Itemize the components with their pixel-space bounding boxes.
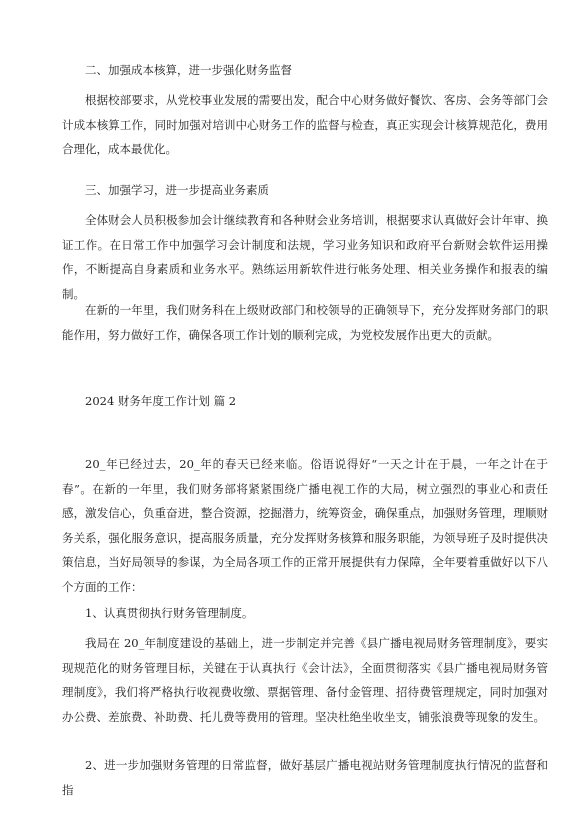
section-heading-3: 三、加强学习，进一步提高业务素质 [85, 183, 269, 197]
paragraph-supervision: 2、进一步加强财务管理的日常监督，做好基层广播电视站财务管理制度执行情况的监督和指 [62, 758, 548, 797]
paragraph-new-year: 在新的一年里，我们财务科在上级财政部门和校领导的正确领导下，充分发挥财务部门的职能作用，努力做好工作，确保各项工作计划的顺利完成，为党校发展作出更大的贡献。 [62, 303, 548, 342]
document-title-part-2: 2024 财务年度工作计划 篇 2 [85, 394, 237, 408]
paragraph-cost-accounting: 根据校部要求，从党校事业发展的需要出发，配合中心财务做好餐饮、客房、会务等部门会计成本核算工作，同时加强对培训中心财务工作的监督与检查，真正实现会计核算规范化，费用合理化，成本最优化。 [62, 93, 548, 156]
paragraph-study: 全体财会人员积极参加会计继续教育和各种财会业务培训，根据要求认真做好会计年审、换证工作。在日常工作中加强学习会计制度和法规，学习业务知识和政府平台新财会软件运用操作，不断提高自身素质和业务水平。熟练运用新软件进行帐务处理、相关业务操作和报表的编制。 [62, 213, 548, 301]
section-heading-2: 二、加强成本核算，进一步强化财务监督 [85, 63, 292, 77]
paragraph-intro-2024: 20_年已经过去，20_年的春天已经来临。俗语说得好“一天之计在于晨，一年之计在于春”。在新的一年里，我们财务部将紧紧围绕广播电视工作的大局，树立强烈的事业心和责任感，激发信心，负重奋进，整合资源，挖掘潜力，统筹资金，确保重点，加强财务管理，理顺财务关系，强化服务意识，提高服务质量，充分发挥财务核算和服务职能，为领导班子及时提供决策信息，当好局领导的参谋，为全局各项工作的正常开展提供有力保障，全年要着重做好以下八个方面的工作： [62, 457, 548, 594]
paragraph-financial-rules: 我局在 20_年制度建设的基础上，进一步制定并完善《县广播电视局财务管理制度》，要实现规范化的财务管理目标，关键在于认真执行《会计法》，全面贯彻落实《县广播电视局财务管理制度》，我们将严格执行收视费收缴、票据管理、备付金管理、招待费管理规定，同时加强对办公费、差旅费、补助费、托儿费等费用的管理。坚决杜绝坐收坐支，铺张浪费等现象的发生。 [62, 636, 548, 724]
item-heading-1: 1、认真贯彻执行财务管理制度。 [85, 606, 254, 620]
